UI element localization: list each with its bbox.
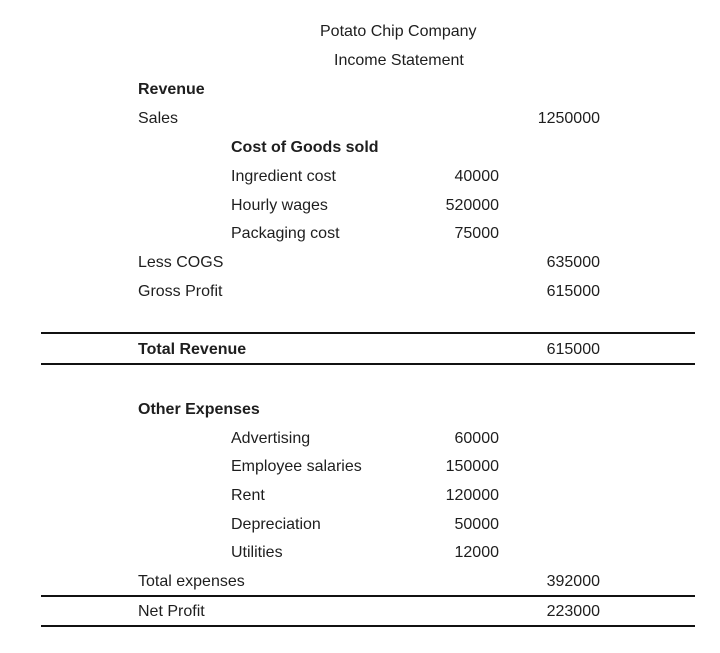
expense-item-value: 150000	[445, 458, 499, 475]
total-expenses-label: Total expenses	[138, 573, 245, 590]
total-expenses-value: 392000	[546, 573, 600, 590]
cogs-item-value: 40000	[454, 168, 499, 185]
net-profit-label: Net Profit	[138, 603, 205, 620]
expense-item-value: 12000	[454, 544, 499, 561]
cogs-item-label: Hourly wages	[231, 197, 328, 214]
cogs-item-label: Packaging cost	[231, 225, 340, 242]
cogs-heading: Cost of Goods sold	[231, 139, 379, 156]
expense-item-value: 50000	[454, 516, 499, 533]
net-profit-value: 223000	[546, 603, 600, 620]
revenue-heading: Revenue	[138, 81, 205, 98]
cogs-item-value: 520000	[445, 197, 499, 214]
expense-item-label: Rent	[231, 487, 265, 504]
total-revenue-value: 615000	[546, 341, 600, 358]
expense-item-value: 120000	[445, 487, 499, 504]
gross-profit-label: Gross Profit	[138, 283, 223, 300]
divider-line	[41, 625, 695, 627]
total-revenue-label: Total Revenue	[138, 341, 247, 358]
other-expenses-heading: Other Expenses	[138, 401, 260, 418]
company-name: Potato Chip Company	[320, 23, 477, 40]
divider-line	[41, 363, 695, 365]
statement-title: Income Statement	[334, 52, 464, 69]
expense-item-label: Utilities	[231, 544, 283, 561]
cogs-item-value: 75000	[454, 225, 499, 242]
expense-item-value: 60000	[454, 430, 499, 447]
expense-item-label: Depreciation	[231, 516, 321, 533]
divider-line	[41, 595, 695, 597]
sales-value: 1250000	[537, 110, 600, 127]
less-cogs-label: Less COGS	[138, 254, 224, 271]
less-cogs-value: 635000	[546, 254, 600, 271]
expense-item-label: Employee salaries	[231, 458, 362, 475]
sales-label: Sales	[138, 110, 179, 127]
gross-profit-value: 615000	[546, 283, 600, 300]
expense-item-label: Advertising	[231, 430, 311, 447]
cogs-item-label: Ingredient cost	[231, 168, 336, 185]
divider-line	[41, 332, 695, 334]
